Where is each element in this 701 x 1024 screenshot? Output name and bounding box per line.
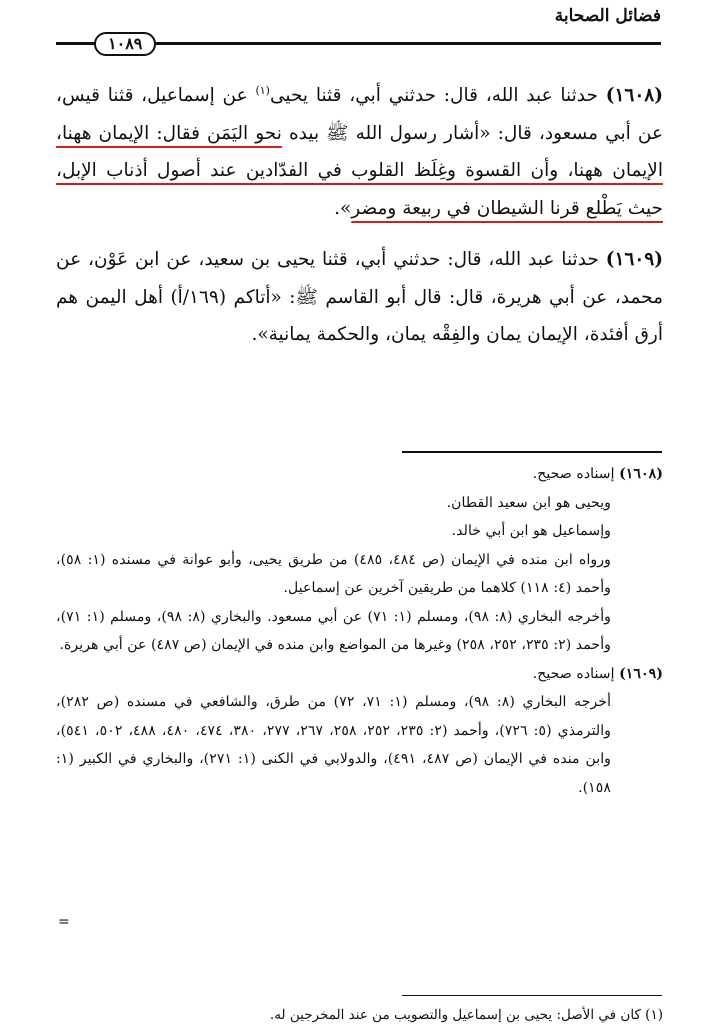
hadith-number: (١٦٠٨) [605,85,663,107]
hadith-text: حدثنا عبد الله، قال: حدثني أبي، قثنا يحيى بن سعيد، عن ابن عَوْن، عن محمد، عن أبي هريرة، قال: قال أبو القاسم ﷺ: «أتاكم (١٦٩/أ) أهل اليمن هم أرق أفئدة، الإيمان يمان والفِقْه يمان، والحكمة يمانية». [56,249,663,346]
running-title: فضائل الصحابة [554,6,661,26]
note-line: ورواه ابن منده في الإيمان (ص ٤٨٤، ٤٨٥) من طريق يحيى، وأبو عوانة في مسنده (١: ٥٨)، وأحمد (٤: ١١٨) كلاهما من طريقين آخرين عن إسماعيل. [56,551,611,596]
hadith-text: عن إسماعيل، قثنا قيس، عن أبي مسعود، قال: «أشار رسول الله ﷺ بيده [56,85,663,144]
hadith-number: (١٦٠٩) [605,249,663,271]
page-number-badge: ١٠٨٩ [94,32,156,56]
note-number: (١٦٠٩) [619,665,663,682]
hadith-1609 [56,241,663,354]
annotations [56,460,663,802]
note-1608-heading [56,460,663,489]
continuation-mark: = [58,914,70,930]
footnote [56,1006,663,1024]
note-number: (١٦٠٨) [619,466,663,482]
main-text [56,72,663,354]
note-line: ويحيى هو ابن سعيد القطان. [446,494,611,511]
highlighted-passage: نحو اليَمَن فقال: الإيمان ههنا، الإيمان ههنا، وأن القسوة وغِلَظ القلوب في الفدّادين عند أصول أذناب الإبل، حيث يَطْلع قرنا الشيطان في ربيعة ومضر [56,122,663,219]
footnote-marker: (١) [645,1007,663,1023]
hadith-1608 [56,72,663,227]
note-grade: إسناده صحيح. [532,466,620,482]
footnote-divider [402,995,662,996]
footnote-reference: (١) [255,84,270,97]
note-line: وإسماعيل هو ابن أبي خالد. [451,523,611,539]
notes-divider [402,451,662,453]
note-grade: إسناده صحيح. [532,665,620,682]
note-1609-heading [56,660,663,689]
footnote-text: كان في الأصل: يحيى بن إسماعيل والتصويب من عند المخرجين له. [269,1007,646,1023]
note-line: وأخرجه البخاري (٨: ٩٨)، ومسلم (١: ٧١) عن أبي مسعود. والبخاري (٨: ٩٨)، ومسلم (١: ٧١)، وأحمد (٢: ٢٣٥، ٢٥٢، ٢٥٨) وغيرها من المواضع وابن منده في الإيمان (ص ٤٨٧) عن أبي هريرة. [56,608,612,653]
note-line: أخرجه البخاري (٨: ٩٨)، ومسلم (١: ٧١، ٧٢) من طرق، والشافعي في مسنده (ص ٢٨٢)، والترمذي (٥: ٧٢٦)، وأحمد (٢: ٢٣٥، ٢٥٢، ٢٥٨، ٢٦٧، ٢٧٧، ٣٨٠، ٤٧٤، ٤٨٠، ٤٨٨، ٥٠٢، ٥٤١)، وابن منده في الإيمان (ص ٤٨٧، ٤٩١)، والدولابي في الكنى (١: ٢٧١)، والبخاري في الكبير (١: ١٥٨). [56,694,612,796]
hadith-closing: ». [334,197,352,219]
page-header [56,6,661,58]
hadith-intro: حدثنا عبد الله، قال: حدثني أبي، قثنا يحيى [269,85,606,107]
